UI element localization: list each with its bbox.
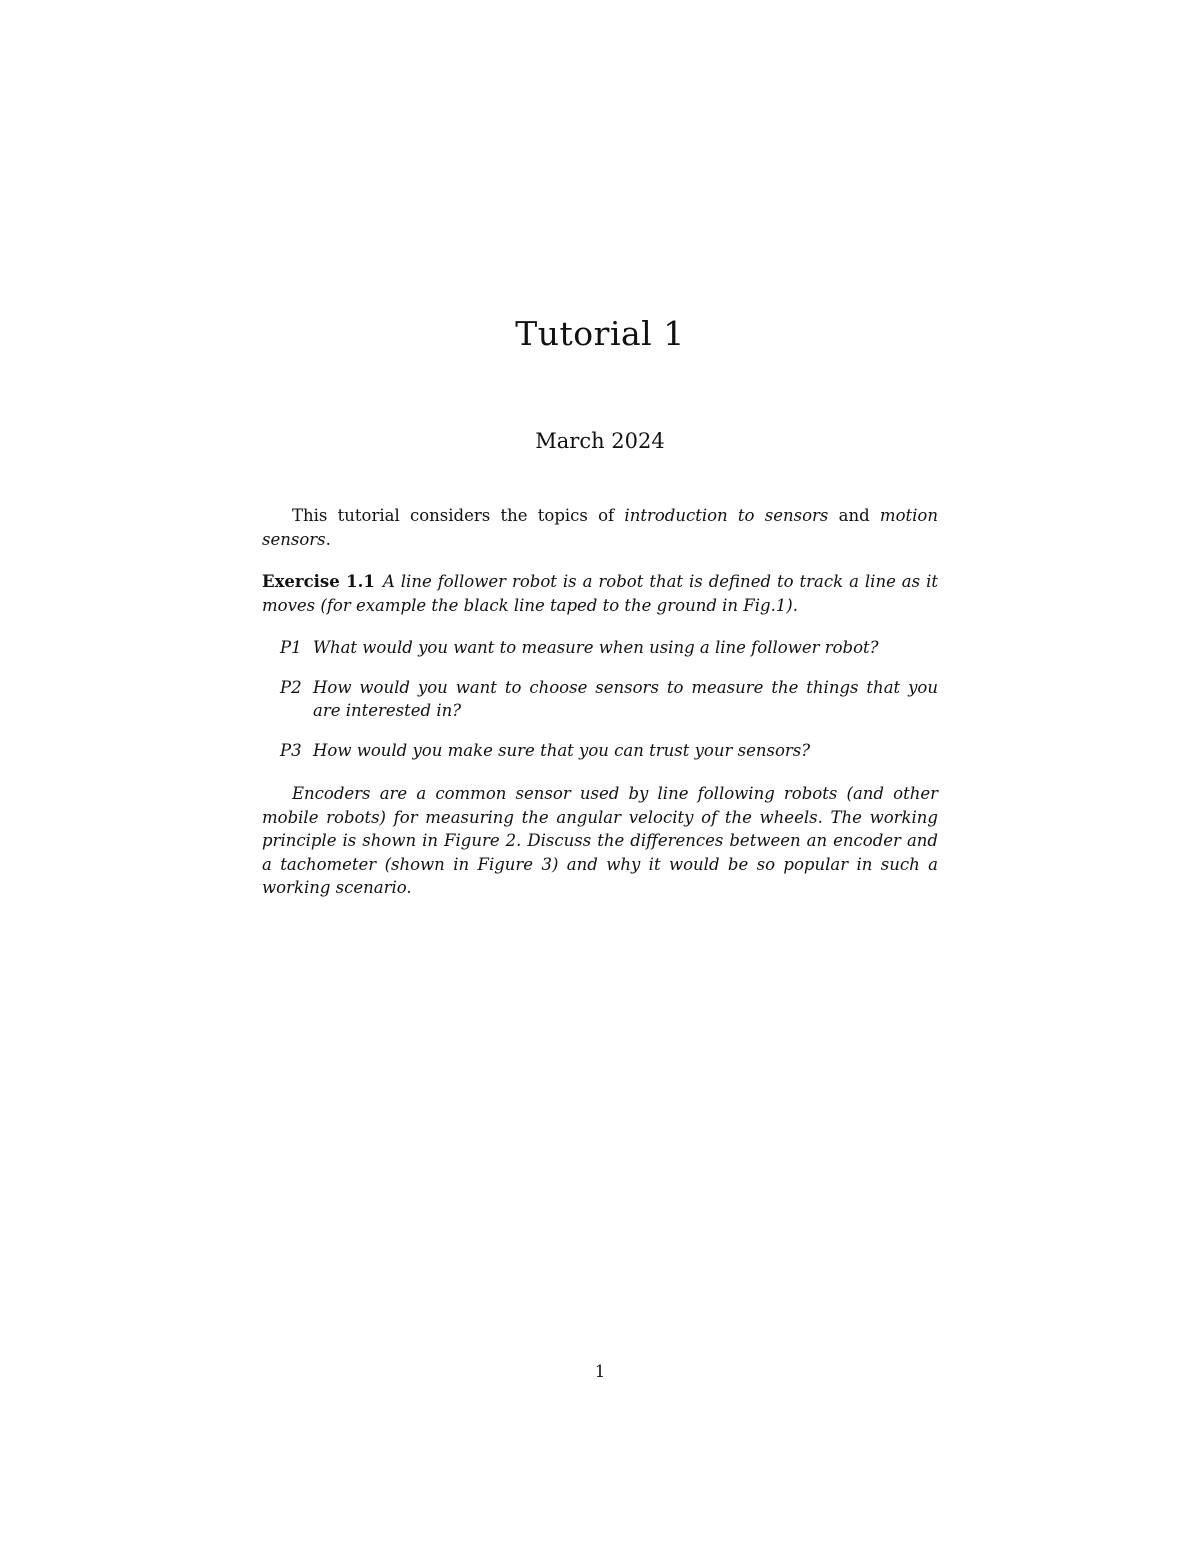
problem-number: P2 (280, 677, 302, 697)
intro-text-middle: and (828, 506, 880, 525)
page-number: 1 (594, 1362, 606, 1381)
document-title: Tutorial 1 (515, 314, 685, 353)
problem-item (280, 636, 938, 660)
intro-topic-motion-sensors: motion sensors (262, 506, 938, 549)
intro-paragraph (262, 504, 938, 551)
intro-topic-sensors: introduction to sensors (624, 506, 829, 525)
intro-text-after: . (325, 529, 331, 549)
problem-list (280, 636, 938, 778)
encoders-paragraph: Encoders are a common sensor used by line following robots (and other mobile robots) for measuring the angular velocity of the wheels. The working principle is shown in Figure 2. Discuss the differences between an encoder and a tachometer (shown in Figure 3) and why it would be so popular in such a working scenario. (262, 784, 938, 897)
exercise-block (262, 570, 938, 617)
problem-item (280, 739, 938, 763)
intro-text-before: This tutorial considers the topics of (292, 506, 625, 525)
problem-text: How would you want to choose sensors to measure the things that you are interested in? (313, 677, 938, 720)
problem-number: P3 (280, 740, 302, 760)
problem-item (280, 676, 938, 723)
problem-number: P1 (280, 638, 302, 657)
exercise-label: Exercise 1.1 (262, 572, 375, 591)
exercise-statement: A line follower robot is a robot that is defined to track a line as it moves (for example the black line taped to the ground in Fig.1). (262, 572, 938, 615)
document-date: March 2024 (535, 429, 665, 453)
problem-text: How would you make sure that you can trust your sensors? (313, 740, 811, 760)
problem-text: What would you want to measure when using a line follower robot? (313, 638, 879, 657)
